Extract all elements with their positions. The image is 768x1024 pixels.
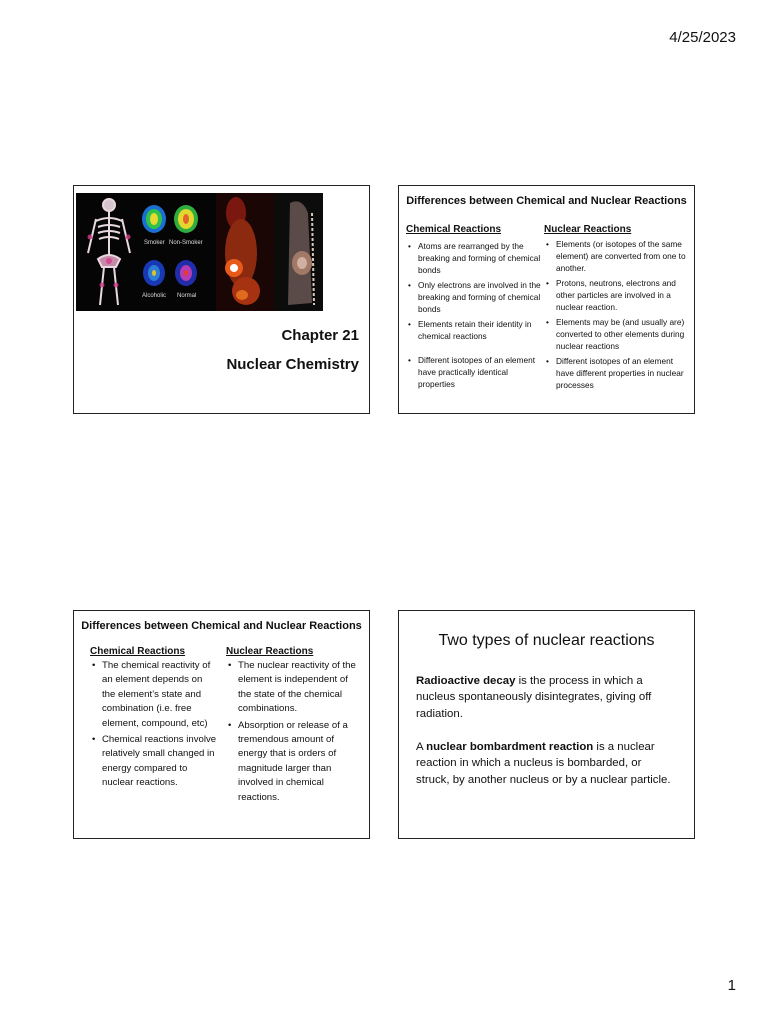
- nuclear-column: [226, 646, 361, 805]
- column-heading: Chemical Reactions: [406, 224, 502, 235]
- list-item: • Different isotopes of an element have practically identical properties: [406, 354, 541, 390]
- chapter-title: Chapter 21: [281, 327, 359, 344]
- list-item: • Different isotopes of an element have different properties in nuclear processes: [544, 355, 689, 391]
- column-heading: Chemical Reactions: [90, 646, 186, 657]
- label-non-smoker: Non-Smoker: [169, 240, 203, 246]
- paragraph-text: is the process in which a nucleus spontaneously disintegrates, giving off radiation.: [416, 675, 652, 720]
- ct-scan-torso: [274, 193, 323, 311]
- list-item: • Chemical reactions involve relatively small changed in energy compared to nuclear reactions.: [90, 733, 218, 791]
- paragraph-nuclear-bombardment: [416, 739, 676, 788]
- list-item: • Atoms are rearranged by the breaking and forming of chemical bonds: [406, 240, 541, 276]
- list-item: • Elements (or isotopes of the same element) are converted from one to another.: [544, 238, 689, 274]
- list-item: • The nuclear reactivity of the element is independent of the state of the chemical combinations.: [226, 659, 361, 717]
- term-nuclear-bombardment: nuclear bombardment reaction: [426, 741, 594, 753]
- list-item: • Absorption or release of a tremendous amount of energy that is orders of magnitude larger than involved in chemical reactions.: [226, 719, 361, 805]
- slide-two-types: [398, 610, 695, 839]
- column-heading: Nuclear Reactions: [226, 646, 314, 657]
- label-normal: Normal: [177, 293, 197, 299]
- medical-scan-illustration: [76, 193, 323, 311]
- slide-title: Differences between Chemical and Nuclear Reactions: [81, 620, 362, 632]
- chemical-column: [406, 224, 541, 390]
- list-item: • Elements may be (and usually are) converted to other elements during nuclear reactions: [544, 316, 689, 352]
- medical-scan-image: [76, 193, 323, 311]
- paragraph-text: is a nuclear reaction in which a nucleus is bombarded, or struck, by another nucleus or by a nuclear particle.: [416, 741, 671, 786]
- chapter-subtitle: Nuclear Chemistry: [226, 356, 359, 373]
- list-item: • Elements retain their identity in chemical reactions: [406, 318, 541, 342]
- nuclear-column: [544, 224, 689, 391]
- slide-differences-2: [73, 610, 370, 839]
- paragraph-radioactive-decay: [416, 673, 676, 722]
- list-item: • Protons, neutrons, electrons and other particles are involved in a nuclear reaction.: [544, 277, 689, 313]
- chemical-column: [90, 646, 218, 791]
- list-item: • Only electrons are involved in the breaking and forming of chemical bonds: [406, 279, 541, 315]
- label-alcoholic: Alcoholic: [142, 293, 167, 299]
- page-date: 4/25/2023: [669, 29, 736, 46]
- pet-scan-torso: [216, 193, 274, 311]
- slide-title: Two types of nuclear reactions: [438, 632, 655, 649]
- term-radioactive-decay: Radioactive decay: [416, 675, 516, 687]
- page-number: 1: [727, 977, 736, 994]
- slide-differences-1: [398, 185, 695, 414]
- column-heading: Nuclear Reactions: [544, 224, 632, 235]
- slide-title: Differences between Chemical and Nuclear Reactions: [406, 195, 687, 207]
- paragraph-prefix: A: [416, 741, 427, 753]
- label-smoker: Smoker: [144, 240, 165, 246]
- list-item: • The chemical reactivity of an element depends on the element’s state and combination (i.e. free element, compound, etc): [90, 659, 218, 731]
- slide-chapter-title: [73, 185, 370, 414]
